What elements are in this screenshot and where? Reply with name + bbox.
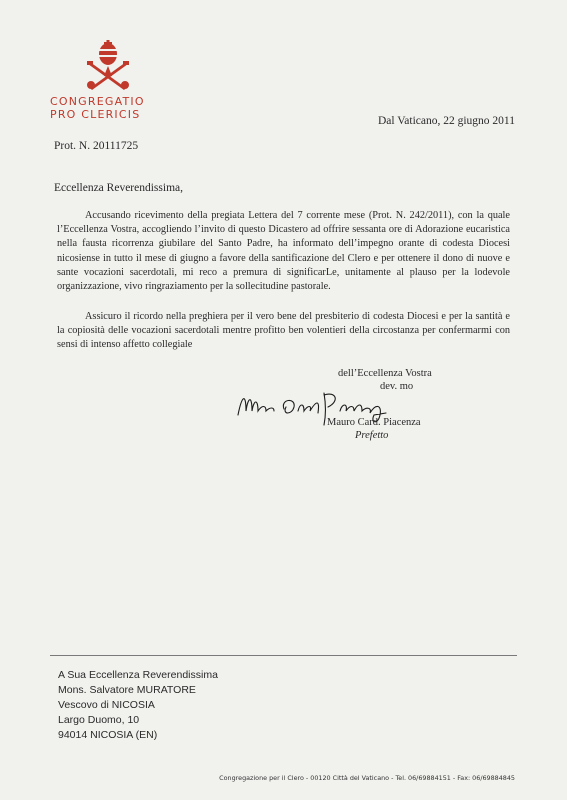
signatory-name: Mauro Card. Piacenza	[327, 417, 421, 428]
recipient-line-4: Largo Duomo, 10	[58, 714, 140, 726]
recipient-line-1: A Sua Eccellenza Reverendissima	[58, 669, 218, 681]
recipient-line-2: Mons. Salvatore MURATORE	[58, 684, 196, 696]
protocol-number: Prot. N. 20111725	[54, 140, 139, 152]
recipient-line-5: 94014 NICOSIA (EN)	[58, 729, 158, 741]
body-paragraph-1: Accusando ricevimento della pregiata Lettera del 7 corrente mese (Prot. N. 242/2011), con la quale l’Eccellenza Vostra, accogliendo l’invito di questo Dicastero ad offrire sessanta ore di Adorazione eucaristica nella fausta ricorrenza giubilare del Santo Padre, ha informato dell’impegno orante di codesta Diocesi nicosiense in tutto il mese di giugno a favore della santificazione del Clero e per ottenere il dono di nuove e sante vocazioni sacerdotali, mi reco a premura di significarLe, unitamente al plauso per la lodevole organizzazione, vivo ringraziamento per la sollecitudine pastorale.	[57, 210, 510, 293]
footer-contact	[0, 774, 567, 782]
closing-line-1: dell’Eccellenza Vostra	[338, 368, 432, 379]
recipient-address	[58, 668, 218, 743]
organization-name	[50, 95, 145, 121]
signatory	[327, 416, 421, 442]
salutation: Eccellenza Reverendissima,	[54, 182, 183, 194]
closing-line-2: dev. mo	[380, 381, 414, 392]
recipient-line-3: Vescovo di NICOSIA	[58, 699, 155, 711]
organization-line-1: CONGREGATIO	[50, 95, 145, 108]
organization-line-2: PRO CLERICIS	[50, 108, 141, 121]
date-line: Dal Vaticano, 22 giugno 2011	[377, 115, 515, 127]
papal-crest-icon	[84, 40, 132, 92]
body-paragraph-2: Assicuro il ricordo nella preghiera per il vero bene del presbiterio di codesta Diocesi e per la santità e la copiosità delle vocazioni sacerdotali mentre profitto ben volentieri della circostanza per confermarmi con sensi di intenso affetto collegiale	[57, 311, 510, 351]
footer-text: Congregazione per il Clero - 00120 Città del Vaticano - Tel. 06/69884151 - Fax: 06/69884845	[219, 774, 515, 782]
signatory-title: Prefetto	[355, 430, 389, 441]
divider	[50, 655, 517, 656]
